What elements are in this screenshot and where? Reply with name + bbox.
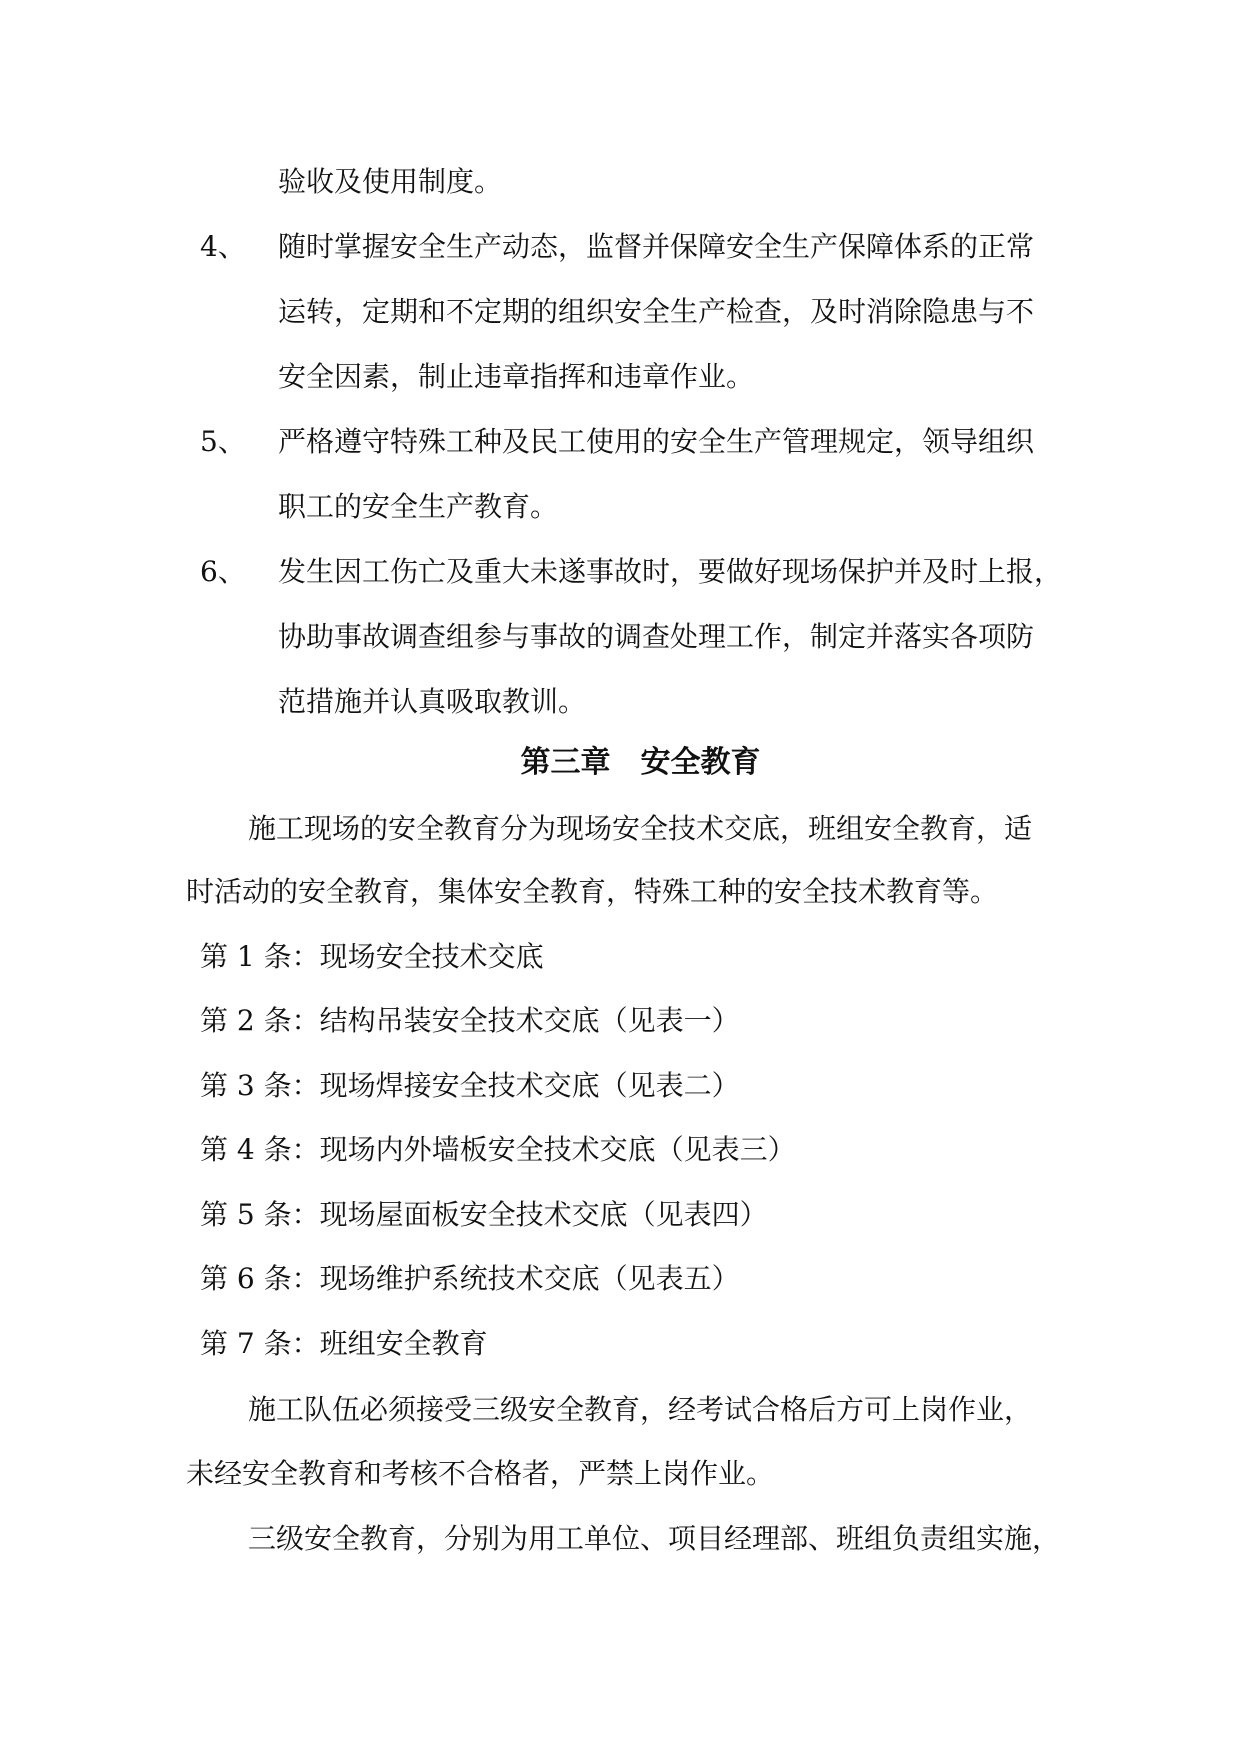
article-3: 第 3 条：现场焊接安全技术交底（见表二） xyxy=(200,1069,740,1102)
chapter-title: 第三章 安全教育 xyxy=(520,745,761,780)
intro-line-2: 时活动的安全教育，集体安全教育，特殊工种的安全技术教育等。 xyxy=(186,875,999,908)
article-6: 第 6 条：现场维护系统技术交底（见表五） xyxy=(200,1262,740,1295)
item-5-line-1: 严格遵守特殊工种及民工使用的安全生产管理规定，领导组织 xyxy=(278,425,1035,458)
item-6-line-1: 发生因工伤亡及重大未遂事故时，要做好现场保护并及时上报， xyxy=(278,555,1063,588)
item-6-number: 6、 xyxy=(200,555,246,588)
article-1: 第 1 条：现场安全技术交底 xyxy=(200,940,544,973)
article-2: 第 2 条：结构吊装安全技术交底（见表一） xyxy=(200,1004,740,1037)
paragraph-3-line-1: 三级安全教育，分别为用工单位、项目经理部、班组负责组实施， xyxy=(248,1522,1061,1555)
paragraph-2-line-2: 未经安全教育和考核不合格者，严禁上岗作业。 xyxy=(186,1457,775,1490)
article-7: 第 7 条：班组安全教育 xyxy=(200,1327,488,1360)
article-5: 第 5 条：现场屋面板安全技术交底（见表四） xyxy=(200,1198,768,1231)
intro-line-1: 施工现场的安全教育分为现场安全技术交底，班组安全教育，适 xyxy=(248,812,1033,845)
article-4: 第 4 条：现场内外墙板安全技术交底（见表三） xyxy=(200,1133,796,1166)
item-6-line-3: 范措施并认真吸取教训。 xyxy=(278,685,587,718)
item-6-line-2: 协助事故调查组参与事故的调查处理工作，制定并落实各项防 xyxy=(278,620,1035,653)
item-5-number: 5、 xyxy=(200,425,246,458)
item-4-line-1: 随时掌握安全生产动态，监督并保障安全生产保障体系的正常 xyxy=(278,230,1035,263)
item-5-line-2: 职工的安全生产教育。 xyxy=(278,490,559,523)
item-4-line-3: 安全因素，制止违章指挥和违章作业。 xyxy=(278,360,755,393)
item-4-line-2: 运转，定期和不定期的组织安全生产检查，及时消除隐患与不 xyxy=(278,295,1035,328)
item-4-number: 4、 xyxy=(200,230,246,263)
item-3-continuation-line: 验收及使用制度。 xyxy=(278,165,503,198)
paragraph-2-line-1: 施工队伍必须接受三级安全教育，经考试合格后方可上岗作业， xyxy=(248,1393,1033,1426)
